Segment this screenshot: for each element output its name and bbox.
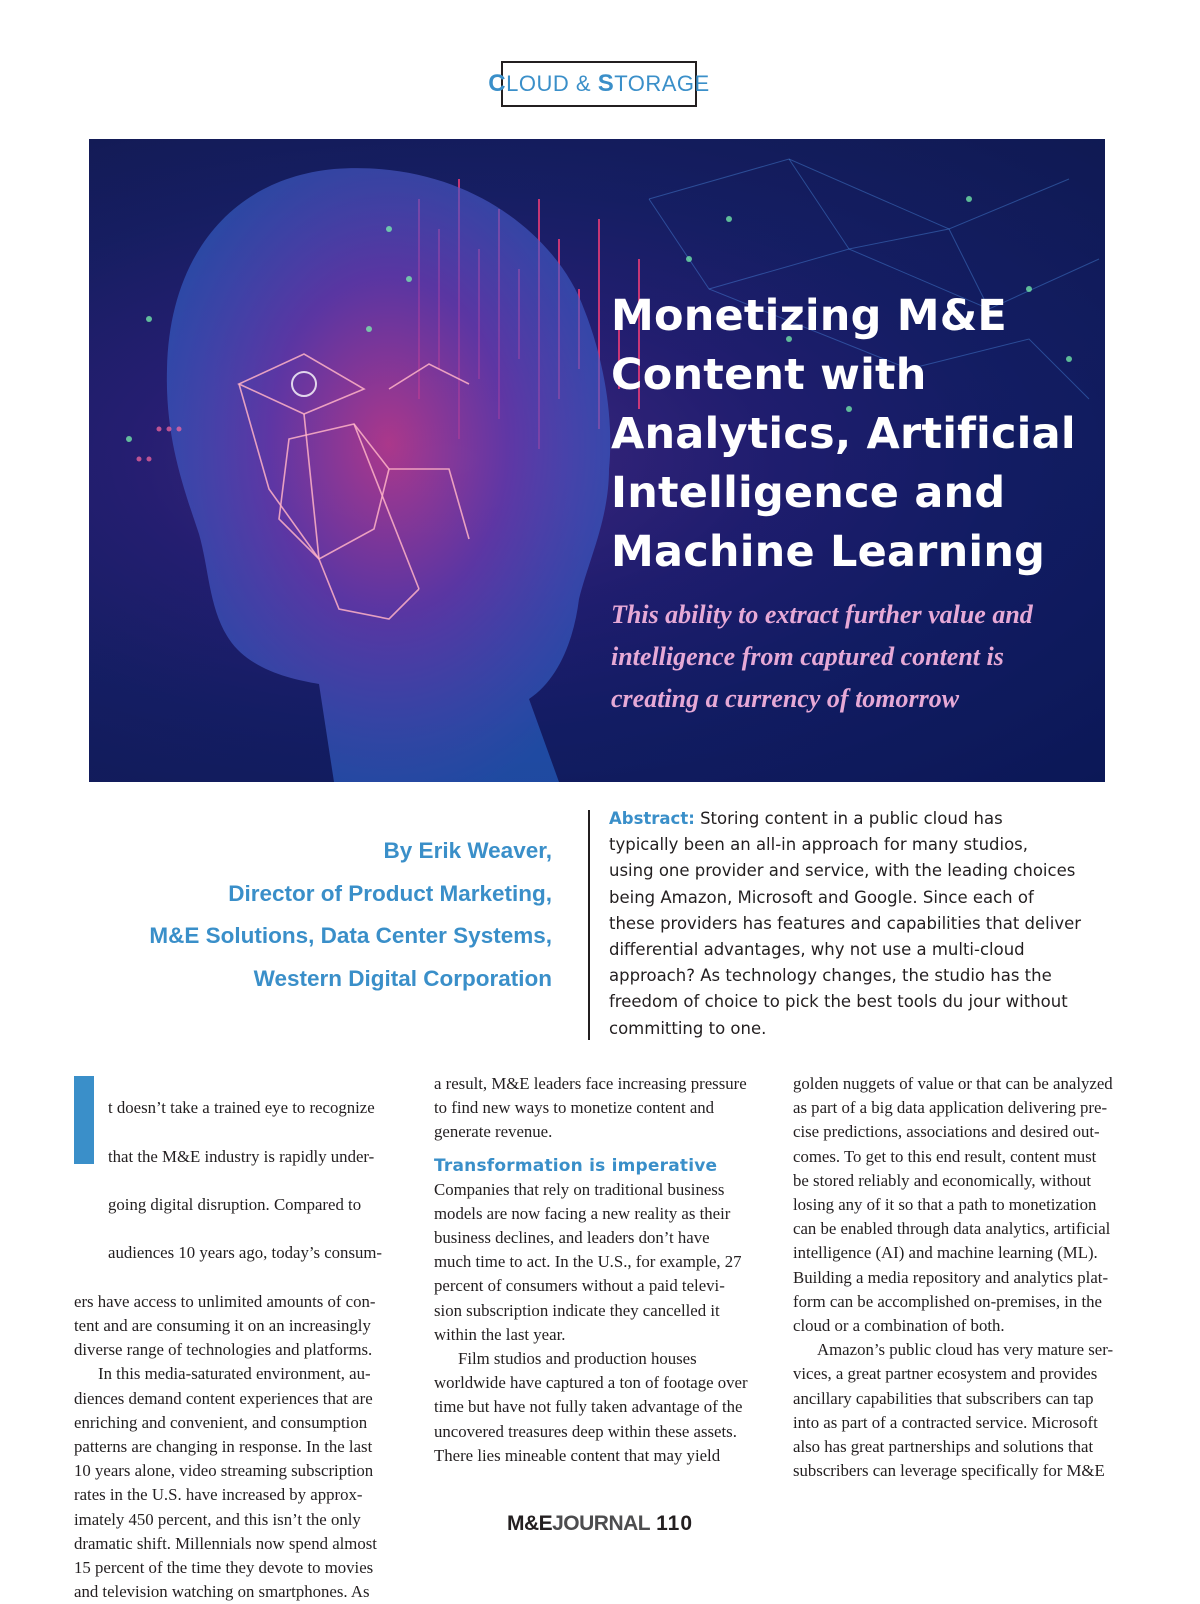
lead-line-2: that the M&E industry is rapidly under- [108, 1146, 375, 1166]
journal-name-a: M&E [506, 1512, 553, 1535]
section-tag-amp: & [575, 71, 592, 96]
abstract-divider [588, 810, 590, 1040]
paragraph: Amazon’s public cloud has very mature ser- vices, a great partner ecosystem and provides ancillary capabilities that subscribers can tap into as part of a contracted service. Microsoft also has great partnerships and solutions that subscribers can leverage specifically for M&E [793, 1340, 1114, 1481]
page-footer [0, 1512, 1200, 1536]
paragraph: a result, M&E leaders face increasing pressure to find new ways to monetize content and generate revenue. [434, 1074, 747, 1142]
page-number: 110 [656, 1512, 694, 1535]
section-tag [488, 61, 710, 107]
hero-image [89, 139, 1105, 782]
body-column-2 [434, 1072, 764, 1468]
journal-name [507, 1512, 650, 1535]
drop-cap-i [74, 1076, 94, 1164]
body-column-3 [793, 1072, 1123, 1483]
byline-title: Director of Product Marketing, [228, 880, 552, 906]
section-tag-first-rest: LOUD [506, 71, 570, 96]
byline-company: Western Digital Corporation [253, 965, 552, 991]
abstract [609, 806, 1109, 1042]
paragraph: Film studios and production houses worldwide have captured a ton of footage over time but have not fully taken advantage of the uncovered treasures deep within these assets. There lies mineable content that may yield [434, 1349, 748, 1465]
byline-author: By Erik Weaver, [383, 838, 552, 863]
lead-paragraph [74, 1072, 404, 1362]
section-tag-first-cap: C [488, 70, 507, 97]
paragraph: In this media-saturated environment, au- diences demand content experiences that are enriching and convenient, and consumption patterns are changing in response. In the last 10 years alone, video streaming subscription rates in the U.S. have increased by approx- imately 450 percent, and this isn’t the only dramatic shift. Millennials now spend almost 15 percent of the time they devote to movies and television watching on smartphones. As [74, 1364, 377, 1602]
byline [90, 830, 552, 1000]
lead-paragraph-rest: ers have access to unlimited amounts of con- tent and are consuming it on an increasingly diverse range of technologies and platforms. [74, 1291, 376, 1360]
lead-line-4: audiences 10 years ago, today’s consum- [108, 1243, 383, 1263]
paragraph: golden nuggets of value or that can be analyzed as part of a big data application delivering pre- cise predictions, associations and desired out- comes. To get to this end result, content must be stored reliably and economically, without losing any of it so that a path to monetization can be enabled through data analytics, artificial intelligence (AI) and machine learning (ML). Building a media repository and analytics plat- form can be accomplished on-premises, in the cloud or a combination of both. [793, 1074, 1113, 1336]
paragraph: Companies that rely on traditional business models are now facing a new reality as their business declines, and leaders don’t have much time to act. In the U.S., for example, 27 percent of consumers without a paid televi- sion subscription indicate they cancelled it within the last year. [434, 1179, 742, 1344]
journal-name-b: JOURNAL [552, 1512, 651, 1535]
article-subtitle: This ability to extract further value and intelligence from captured content is creating a currency of tomorrow [611, 600, 1033, 713]
section-tag-second-rest: TORAGE [614, 71, 710, 96]
lead-line-3: going digital disruption. Compared to [108, 1195, 362, 1215]
byline-department: M&E Solutions, Data Center Systems, [149, 923, 552, 948]
abstract-label: Abstract: [609, 809, 695, 828]
section-heading: Transformation is imperative [434, 1155, 718, 1176]
article-title: Monetizing M&E Content with Analytics, Artificial Intelligence and Machine Learning [611, 291, 1076, 577]
abstract-text: Storing content in a public cloud has typically been an all-in approach for many studios, using one provider and service, with the leading choices being Amazon, Microsoft and Google. Since each of these providers has features and capabilities that deliver differential advantages, why not use a multi-cloud approach? As technology changes, the studio has the freedom of choice to pick the best tools du jour without committing to one. [609, 809, 1082, 1038]
section-tag-second-cap: S [597, 70, 615, 97]
lead-line-1: t doesn’t take a trained eye to recognize [108, 1098, 375, 1118]
